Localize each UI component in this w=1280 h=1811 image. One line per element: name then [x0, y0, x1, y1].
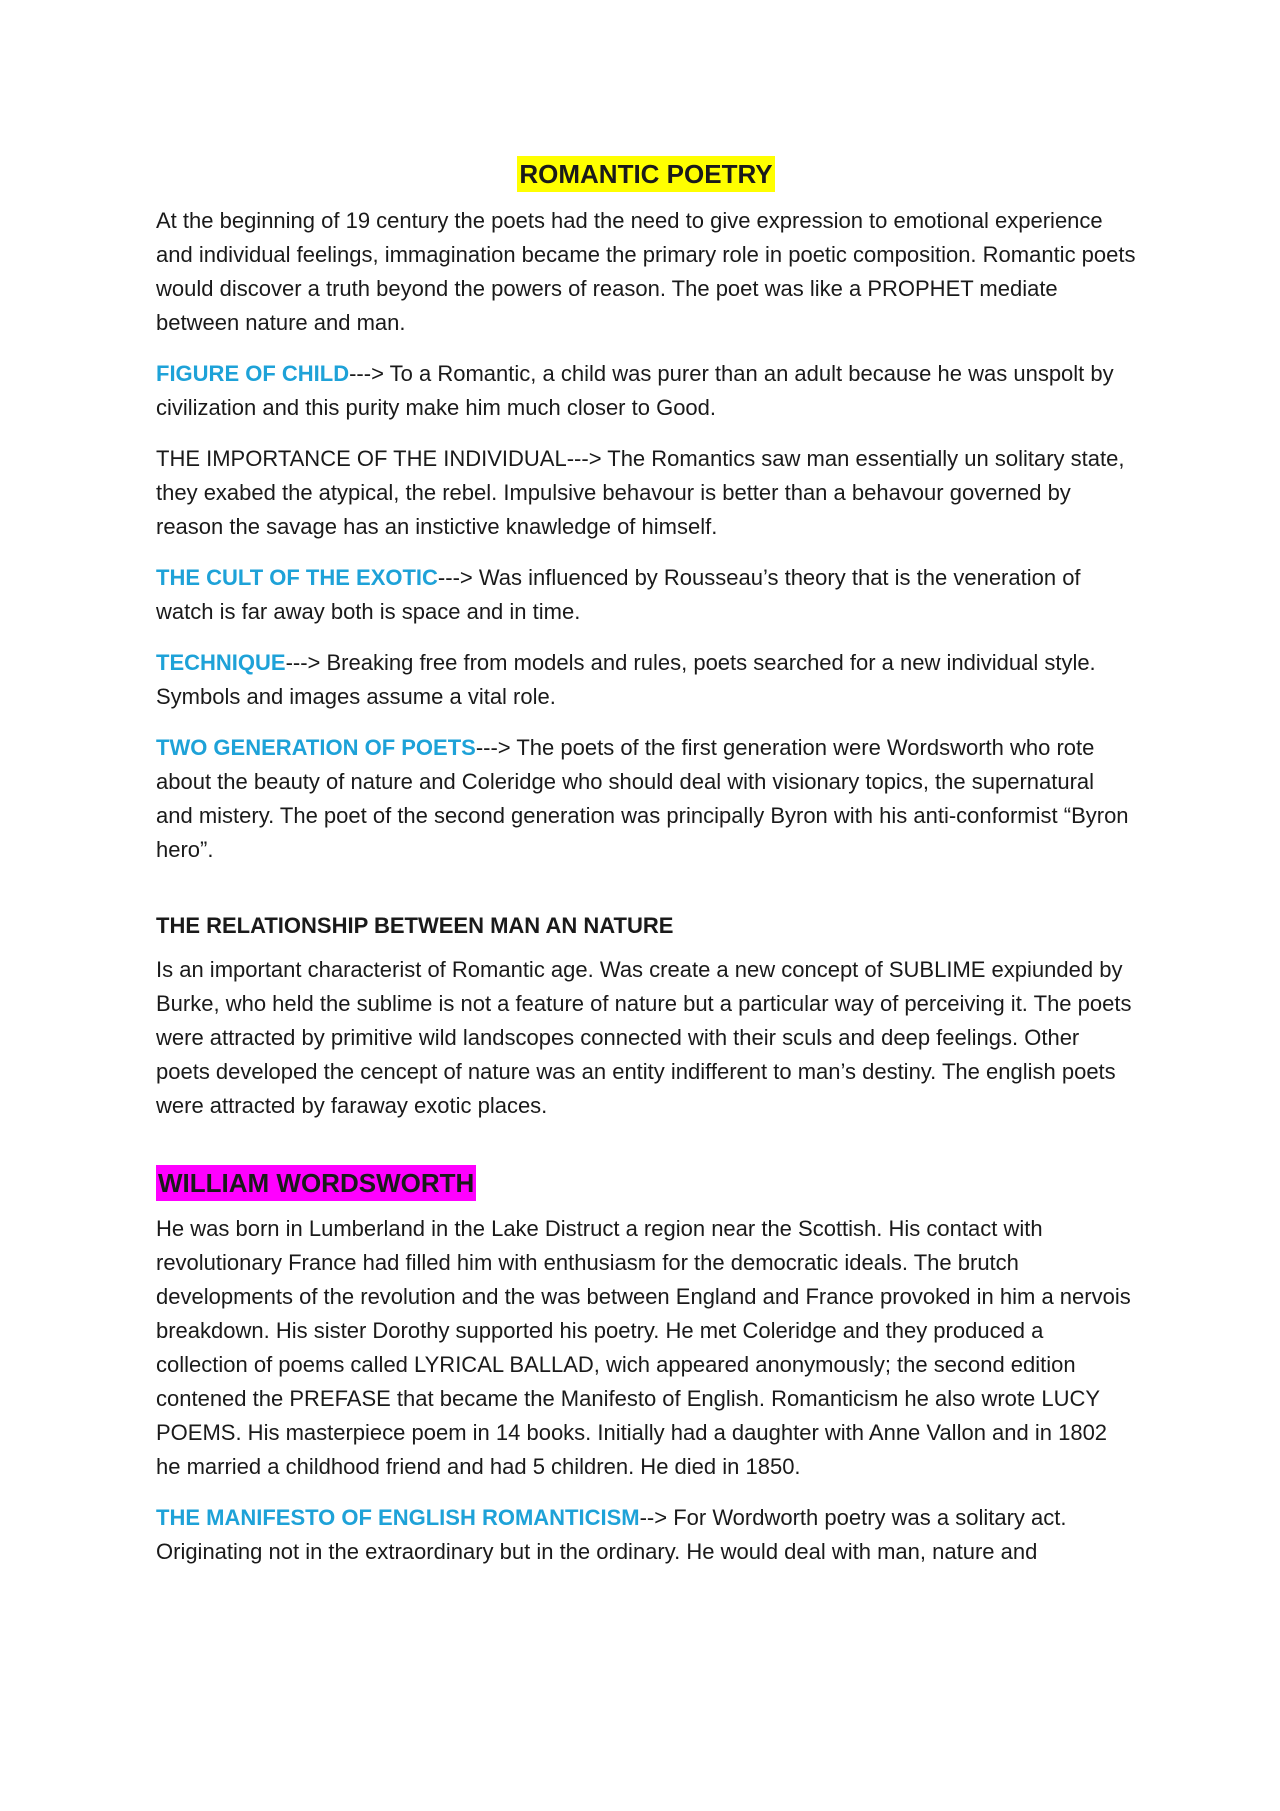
page-title: ROMANTIC POETRY: [517, 156, 774, 192]
two-generation-term: TWO GENERATION OF POETS: [156, 735, 476, 760]
relationship-heading: THE RELATIONSHIP BETWEEN MAN AN NATURE: [156, 913, 674, 938]
document-page: [156, 156, 1136, 1586]
manifesto-paragraph: [156, 1501, 1136, 1569]
two-generation-text: ---> The poets of the first generation were Wordsworth who rote about the beauty of nature and Coleridge who should deal with visionary topics, the supernatural and mistery. The poet of the second generation was principally Byron with his anti-conformist “Byron hero”.: [156, 735, 1129, 862]
two-generation-paragraph: [156, 731, 1136, 867]
manifesto-text: --> For Wordworth poetry was a solitary act. Originating not in the extraordinary but in the ordinary. He would deal with man, nature and: [156, 1505, 1067, 1564]
technique-text: ---> Breaking free from models and rules, poets searched for a new individual style. Symbols and images assume a vital role.: [156, 650, 1096, 709]
cult-exotic-text: ---> Was influenced by Rousseau’s theory that is the veneration of watch is far away both is space and in time.: [156, 565, 1081, 624]
cult-exotic-paragraph: [156, 561, 1136, 629]
manifesto-term: THE MANIFESTO OF ENGLISH ROMANTICISM: [156, 1505, 640, 1530]
importance-individual-paragraph: THE IMPORTANCE OF THE INDIVIDUAL---> The Romantics saw man essentially un solitary state, they exabed the atypical, the rebel. Impulsive behavour is better than a behavour governed by reason the savage has an instictive knawledge of himself.: [156, 446, 1125, 539]
wordsworth-heading-block: [156, 1165, 1136, 1201]
figure-of-child-term: FIGURE OF CHILD: [156, 361, 350, 386]
wordsworth-heading: WILLIAM WORDSWORTH: [156, 1165, 476, 1201]
technique-term: TECHNIQUE: [156, 650, 286, 675]
technique-paragraph: [156, 646, 1136, 714]
intro-paragraph: At the beginning of 19 century the poets had the need to give expression to emotional experience and individual feelings, immagination became the primary role in poetic composition. Romantic poets would discover a truth beyond the powers of reason. The poet was like a PROPHET mediate between nature and man.: [156, 208, 1136, 335]
title-block: [156, 156, 1136, 192]
figure-of-child-text: ---> To a Romantic, a child was purer than an adult because he was unspolt by civilization and this purity make him much closer to Good.: [156, 361, 1114, 420]
relationship-paragraph: Is an important characterist of Romantic age. Was create a new concept of SUBLIME expiunded by Burke, who held the sublime is not a feature of nature but a particular way of perceiving it. The poets were attracted by primitive wild landscopes connected with their sculs and deep feelings. Other poets developed the cencept of nature was an entity indifferent to man’s destiny. The english poets were attracted by faraway exotic places.: [156, 957, 1132, 1118]
figure-of-child-paragraph: [156, 357, 1136, 425]
cult-exotic-term: THE CULT OF THE EXOTIC: [156, 565, 438, 590]
wordsworth-paragraph: He was born in Lumberland in the Lake Distruct a region near the Scottish. His contact with revolutionary France had filled him with enthusiasm for the democratic ideals. The brutch developments of the revolution and the was between England and France provoked in him a nervois breakdown. His sister Dorothy supported his poetry. He met Coleridge and they produced a collection of poems called LYRICAL BALLAD, wich appeared anonymously; the second edition contened the PREFASE that became the Manifesto of English. Romanticism he also wrote LUCY POEMS. His masterpiece poem in 14 books. Initially had a daughter with Anne Vallon and in 1802 he married a childhood friend and had 5 children. He died in 1850.: [156, 1216, 1131, 1479]
